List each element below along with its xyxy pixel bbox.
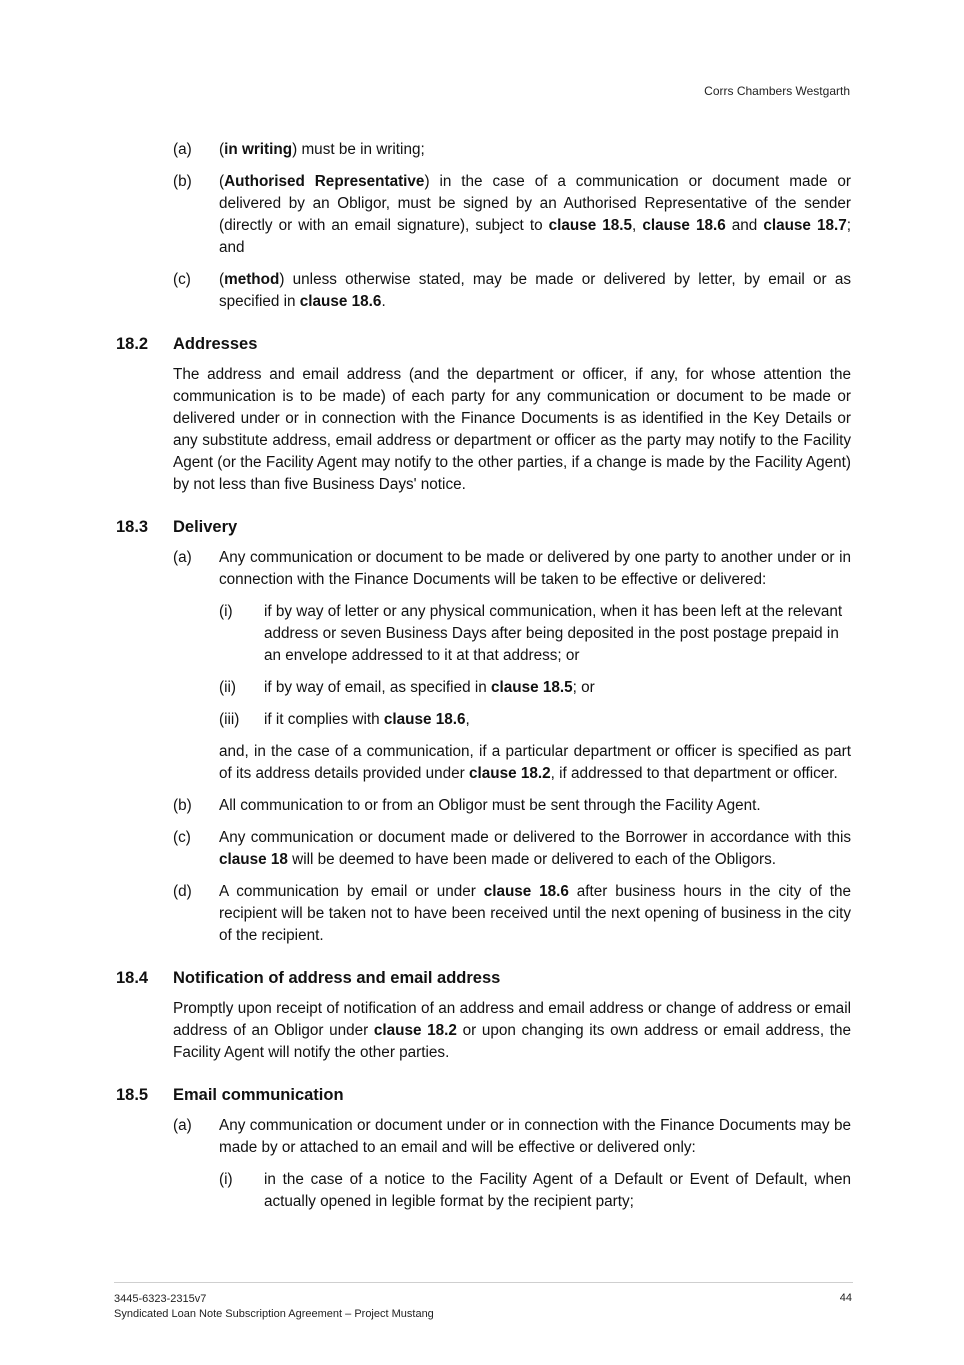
footer-page-number: 44 [839, 1292, 852, 1304]
clause-18-1-a: (a) (in writing) must be in writing; [116, 139, 851, 161]
section-number: 18.4 [116, 969, 149, 987]
clause-ref: clause 18.6 [299, 293, 382, 310]
item-tail: will be deemed to have been made or delivered to each of the Obligors. [287, 851, 776, 868]
clause-18-3-a-i [116, 601, 851, 667]
item-text: Promptly upon receipt of notification of an address and email address or change of address or email address of an Obligor under [173, 1000, 851, 1039]
item-term: Authorised Representative [224, 173, 425, 190]
item-tail: ; and [219, 217, 851, 256]
clause-ref: clause 18.6 [483, 883, 569, 900]
section-title: Addresses [173, 335, 258, 353]
clause-18-5-a [116, 1115, 851, 1159]
footer-doc-id: 3445-6323-2315v7 [114, 1293, 207, 1305]
item-tail: , [465, 711, 470, 728]
item-text: A communication by email or under [219, 883, 484, 900]
clause-ref: clause 18.7 [763, 217, 847, 234]
clause-ref: clause 18.6 [383, 711, 466, 728]
item-text: in the case of a notice to the Facility Agent of a Default or Event of Default, when actually opened in legible format by the recipient party; [264, 1171, 851, 1210]
separator: and [725, 217, 764, 234]
section-number: 18.2 [116, 335, 149, 353]
item-text: if it complies with [264, 711, 384, 728]
item-tail: . [381, 293, 386, 310]
item-text: and, in the case of a communication, if a particular department or officer is specified as part of its address details provided under [219, 743, 851, 782]
item-term: in writing [224, 141, 293, 158]
section-number: 18.5 [116, 1086, 149, 1104]
item-tail: ; or [572, 679, 595, 696]
clause-ref: clause 18.2 [373, 1022, 457, 1039]
item-label: (a) [173, 141, 192, 158]
section-heading-18-5 [116, 1084, 851, 1106]
item-label: (a) [173, 1117, 192, 1134]
clause-18-5-a-i [116, 1169, 851, 1213]
item-label: (iii) [219, 711, 240, 728]
section-18-2-body: The address and email address (and the department or officer, if any, for whose attention the communication is to be made) of each party for any communication or document to be made or delivered under or in connection with the Finance Documents is as identified in the Key Details or any substitute address, email address or department or officer as the party may notify to the Facility Agent (or the Facility Agent may notify to the other parties, if a change is made by the Facility Agent) by not less than five Business Days' notice. [173, 366, 851, 493]
clause-18-3-a-ii [116, 677, 851, 699]
section-title: Email communication [173, 1086, 344, 1104]
page-content [116, 139, 851, 1223]
footer-divider [114, 1282, 853, 1283]
footer-left [114, 1292, 434, 1322]
item-label: (b) [173, 797, 192, 814]
clause-ref: clause 18.6 [642, 217, 726, 234]
separator: , [632, 217, 643, 234]
item-text: All communication to or from an Obligor must be sent through the Facility Agent. [219, 797, 761, 814]
item-text: Any communication or document to be made or delivered by one party to another under or in connection with the Finance Documents will be taken to be effective or delivered: [219, 549, 851, 588]
item-tail: or upon changing its own address or email address, the Facility Agent will notify the other parties. [173, 1022, 851, 1061]
item-label: (b) [173, 173, 192, 190]
section-title: Delivery [173, 518, 238, 536]
clause-ref: clause 18.5 [548, 217, 633, 234]
item-label: (d) [173, 883, 192, 900]
item-tail: after business hours in the city of the recipient will be taken not to have been received until the next opening of business in the city of the recipient. [219, 883, 851, 944]
item-text: ) unless otherwise stated, may be made or delivered by letter, by email or as specified in [219, 271, 851, 310]
clause-ref: clause 18.5 [491, 679, 573, 696]
item-label: (c) [173, 271, 191, 288]
item-tail: , if addressed to that department or officer. [550, 765, 838, 782]
clause-18-3-d [116, 881, 851, 947]
item-text: ) in the case of a communication or document made or delivered by an Obligor, must be signed by an Authorised Representative of the sender (directly or with an email signature), subject to [219, 173, 852, 234]
item-text: Any communication or document made or delivered to the Borrower in accordance with this [219, 829, 851, 846]
item-label: (ii) [219, 679, 236, 696]
footer-doc-title: Syndicated Loan Note Subscription Agreement – Project Mustang [114, 1308, 434, 1320]
clause-18-1-c: (c) (method) unless otherwise stated, may be made or delivered by letter, by email or as specified in clause 18.6. [173, 271, 851, 310]
section-18-4-body [116, 998, 851, 1064]
section-heading-18-4 [116, 967, 851, 989]
clause-18-3-a-continuation [116, 741, 851, 785]
header-firm-name: Corrs Chambers Westgarth [704, 84, 850, 98]
item-label: (c) [173, 829, 191, 846]
section-number: 18.3 [116, 518, 149, 536]
clause-18-3-a-iii [116, 709, 851, 731]
section-heading-18-2 [116, 333, 851, 355]
item-text: if by way of email, as specified in [264, 679, 492, 696]
item-term: method [224, 271, 280, 288]
item-text: if by way of letter or any physical communication, when it has been left at the relevant address or seven Business Days after being deposited in the post postage prepaid in an envelope addressed to it at that address; or [264, 603, 843, 664]
clause-ref: clause 18.2 [469, 765, 551, 782]
clause-18-3-a [116, 547, 851, 591]
clause-18-1-b: (b) (Authorised Representative) in the case of a communication or document made or delivered by an Obligor, must be signed by an Authorised Representative of the sender (directly or with an email signature), subject to clause 18.5, clause 18.6 and clause 18.7; and [173, 173, 852, 256]
item-label: (i) [219, 603, 233, 620]
item-text: ) must be in writing; [292, 141, 425, 158]
item-label: (i) [219, 1171, 233, 1188]
section-title: Notification of address and email address [173, 969, 501, 987]
section-heading-18-3 [116, 516, 851, 538]
item-label: (a) [173, 549, 192, 566]
clause-18-3-b [116, 795, 851, 817]
clause-18-3-c [116, 827, 851, 871]
clause-ref: clause 18 [219, 851, 288, 868]
item-text: Any communication or document under or in connection with the Finance Documents may be made by or attached to an email and will be effective or delivered only: [219, 1117, 851, 1156]
